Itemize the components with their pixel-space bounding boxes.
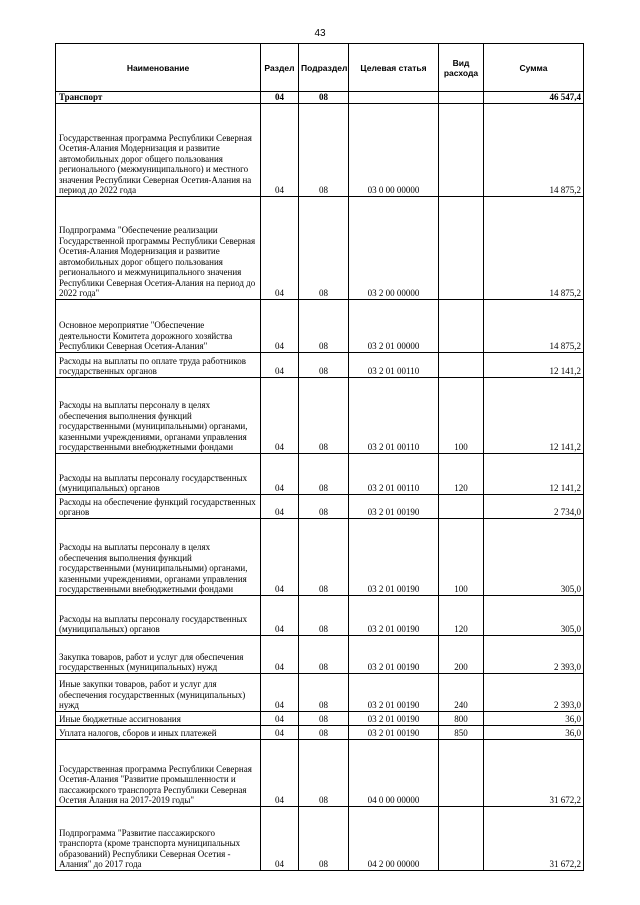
row-type: 100 (439, 518, 484, 595)
row-type (439, 494, 484, 518)
row-type (439, 299, 484, 352)
row-name: Государственная программа Республики Северная Осетия-Алания "Развитие промышленности и пассажирского транспорта Республики Северная Осетия Алания на 2017-2019 годы" (56, 739, 261, 806)
row-target: 03 0 00 00000 (349, 103, 439, 196)
row-type: 120 (439, 453, 484, 494)
row-subsection: 08 (299, 595, 349, 635)
row-target: 03 2 01 00190 (349, 673, 439, 711)
row-sum: 31 672,2 (484, 739, 584, 806)
row-type (439, 806, 484, 870)
row-name: Расходы на обеспечение функций государственных органов (56, 494, 261, 518)
table-row (56, 352, 584, 377)
row-subsection: 08 (299, 806, 349, 870)
row-name: Иные бюджетные ассигнования (56, 711, 261, 725)
row-sum: 31 672,2 (484, 806, 584, 870)
row-sum: 36,0 (484, 725, 584, 739)
row-target: 03 2 01 00190 (349, 725, 439, 739)
row-target: 04 2 00 00000 (349, 806, 439, 870)
header-target: Целевая статья (349, 44, 439, 92)
row-subsection: 08 (299, 352, 349, 377)
row-name: Транспорт (56, 92, 261, 104)
row-type (439, 739, 484, 806)
row-section: 04 (261, 635, 299, 673)
row-subsection: 08 (299, 635, 349, 673)
row-sum: 2 393,0 (484, 635, 584, 673)
row-sum: 12 141,2 (484, 453, 584, 494)
row-sum: 2 734,0 (484, 494, 584, 518)
row-type (439, 352, 484, 377)
table-row (56, 299, 584, 352)
table-row (56, 595, 584, 635)
row-sum: 305,0 (484, 518, 584, 595)
row-name: Уплата налогов, сборов и иных платежей (56, 725, 261, 739)
row-target: 03 2 01 00190 (349, 635, 439, 673)
row-target: 04 0 00 00000 (349, 739, 439, 806)
row-subsection: 08 (299, 92, 349, 104)
table-row (56, 377, 584, 453)
row-subsection: 08 (299, 299, 349, 352)
row-section: 04 (261, 725, 299, 739)
row-name: Подпрограмма "Развитие пассажирского транспорта (кроме транспорта муниципальных образований) Республики Северная Осетия - Алания" до 2017 года (56, 806, 261, 870)
page-number: 43 (314, 28, 326, 39)
row-type: 240 (439, 673, 484, 711)
row-name: Закупка товаров, работ и услуг для обеспечения государственных (муниципальных) нужд (56, 635, 261, 673)
row-subsection: 08 (299, 518, 349, 595)
row-subsection: 08 (299, 196, 349, 299)
header-type: Вид расхода (439, 44, 484, 92)
budget-table (55, 43, 584, 871)
row-name: Расходы на выплаты персоналу в целях обеспечения выполнения функций государственными (муниципальными) органами, казенными учреждениями, органами управления государственными внебюджетными фондами (56, 377, 261, 453)
table-row (56, 806, 584, 870)
row-section: 04 (261, 92, 299, 104)
row-target: 03 2 01 00190 (349, 518, 439, 595)
row-section: 04 (261, 299, 299, 352)
row-target: 03 2 01 00000 (349, 299, 439, 352)
row-sum: 12 141,2 (484, 352, 584, 377)
table-row (56, 739, 584, 806)
row-section: 04 (261, 711, 299, 725)
row-type: 200 (439, 635, 484, 673)
row-name: Подпрограмма "Обеспечение реализации Государственной программы Республики Северная Осетия-Алания Модернизация и развитие автомобильных дорог общего пользования регионального и межмуниципального значения Республики Северная Осетия-Алания на период до 2022 года" (56, 196, 261, 299)
row-type: 120 (439, 595, 484, 635)
row-section: 04 (261, 352, 299, 377)
row-section: 04 (261, 595, 299, 635)
row-sum: 14 875,2 (484, 196, 584, 299)
row-sum: 14 875,2 (484, 299, 584, 352)
row-section: 04 (261, 453, 299, 494)
row-section: 04 (261, 673, 299, 711)
table-row (56, 92, 584, 104)
row-name: Государственная программа Республики Северная Осетия-Алания Модернизация и развитие автомобильных дорог общего пользования регионального (межмуниципального) и местного значения Республики Северная Осетия-Алания на период до 2022 года (56, 103, 261, 196)
table-row (56, 453, 584, 494)
row-sum: 36,0 (484, 711, 584, 725)
table-header-row (56, 44, 584, 92)
row-section: 04 (261, 377, 299, 453)
row-section: 04 (261, 518, 299, 595)
row-sum: 305,0 (484, 595, 584, 635)
row-section: 04 (261, 494, 299, 518)
header-sum: Сумма (484, 44, 584, 92)
row-subsection: 08 (299, 739, 349, 806)
row-subsection: 08 (299, 453, 349, 494)
row-name: Расходы на выплаты по оплате труда работников государственных органов (56, 352, 261, 377)
row-subsection: 08 (299, 377, 349, 453)
row-target: 03 2 01 00190 (349, 711, 439, 725)
table-row (56, 673, 584, 711)
header-name: Наименование (56, 44, 261, 92)
row-name: Расходы на выплаты персоналу в целях обеспечения выполнения функций государственными (муниципальными) органами, казенными учреждениями, органами управления государственными внебюджетными фондами (56, 518, 261, 595)
row-name: Расходы на выплаты персоналу государственных (муниципальных) органов (56, 453, 261, 494)
row-sum: 12 141,2 (484, 377, 584, 453)
table-row (56, 635, 584, 673)
row-target: 03 2 01 00110 (349, 453, 439, 494)
row-target: 03 2 01 00110 (349, 377, 439, 453)
table-row (56, 196, 584, 299)
row-target: 03 2 01 00190 (349, 595, 439, 635)
header-section: Раздел (261, 44, 299, 92)
row-sum: 46 547,4 (484, 92, 584, 104)
row-name: Иные закупки товаров, работ и услуг для обеспечения государственных (муниципальных) нужд (56, 673, 261, 711)
row-sum: 14 875,2 (484, 103, 584, 196)
row-name: Расходы на выплаты персоналу государственных (муниципальных) органов (56, 595, 261, 635)
table-row (56, 725, 584, 739)
row-type: 800 (439, 711, 484, 725)
header-subsection: Подраздел (299, 44, 349, 92)
table-row (56, 711, 584, 725)
row-sum: 2 393,0 (484, 673, 584, 711)
row-type (439, 196, 484, 299)
table-row (56, 103, 584, 196)
row-subsection: 08 (299, 103, 349, 196)
row-target (349, 92, 439, 104)
row-target: 03 2 01 00110 (349, 352, 439, 377)
table-row (56, 494, 584, 518)
row-section: 04 (261, 103, 299, 196)
row-subsection: 08 (299, 673, 349, 711)
row-type: 100 (439, 377, 484, 453)
row-type (439, 92, 484, 104)
row-section: 04 (261, 806, 299, 870)
row-target: 03 2 00 00000 (349, 196, 439, 299)
row-target: 03 2 01 00190 (349, 494, 439, 518)
row-subsection: 08 (299, 711, 349, 725)
row-type (439, 103, 484, 196)
row-subsection: 08 (299, 725, 349, 739)
row-type: 850 (439, 725, 484, 739)
row-section: 04 (261, 739, 299, 806)
table-row (56, 518, 584, 595)
row-subsection: 08 (299, 494, 349, 518)
row-name: Основное мероприятие "Обеспечение деятельности Комитета дорожного хозяйства Республики Северная Осетия-Алания" (56, 299, 261, 352)
row-section: 04 (261, 196, 299, 299)
